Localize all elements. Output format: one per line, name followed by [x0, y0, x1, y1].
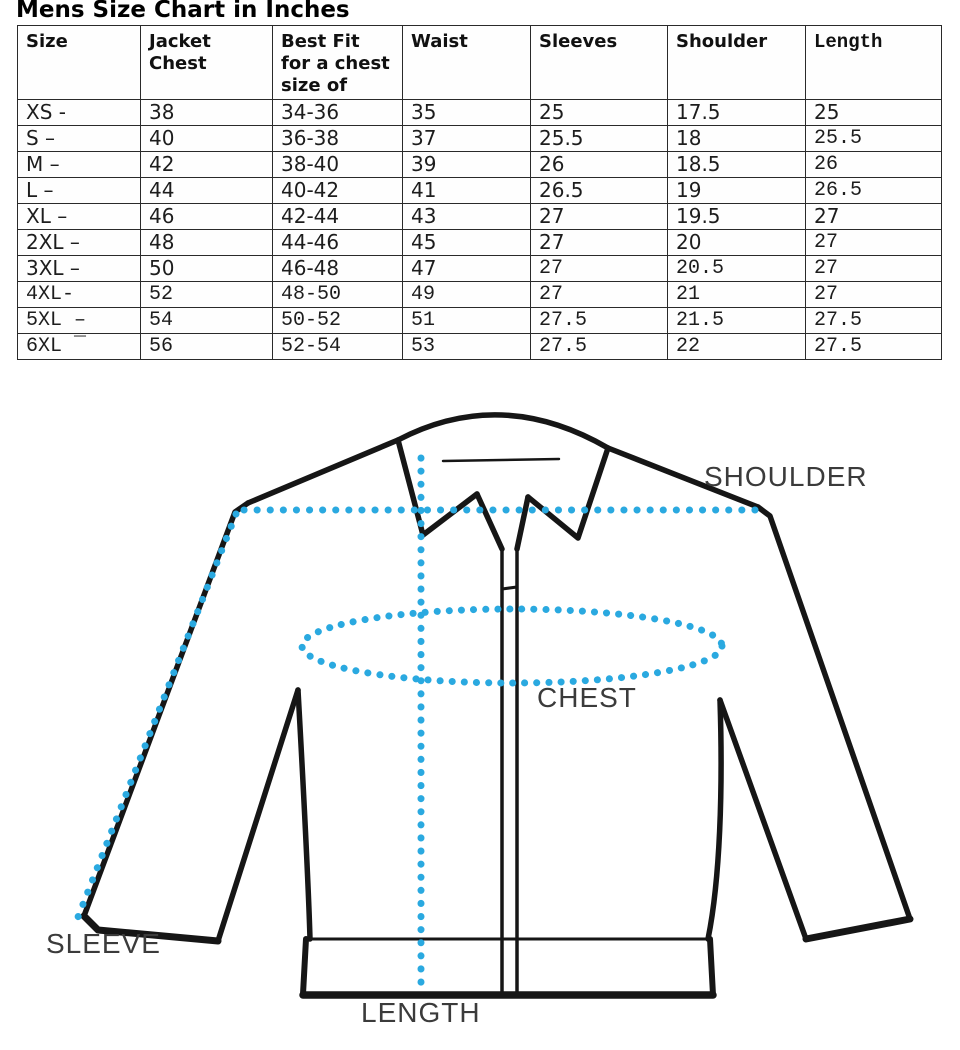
table-cell: 37	[403, 126, 531, 152]
table-cell: 20.5	[668, 256, 806, 282]
table-cell: 18	[668, 126, 806, 152]
table-cell: 50-52	[273, 308, 403, 334]
table-cell: 42	[141, 152, 273, 178]
table-cell: 20	[668, 230, 806, 256]
size-table-body	[18, 100, 942, 360]
waistband-right	[710, 939, 713, 995]
header-row	[18, 26, 942, 100]
table-row	[18, 178, 942, 204]
header-cell: Length	[806, 26, 942, 100]
header-cell: Waist	[403, 26, 531, 100]
chest-dotted-ellipse	[302, 609, 722, 683]
table-row	[18, 152, 942, 178]
table-cell: XS -	[18, 100, 141, 126]
left-body-edge	[298, 690, 310, 939]
table-cell: 21	[668, 282, 806, 308]
table-cell: 27.5	[531, 308, 668, 334]
table-cell: 41	[403, 178, 531, 204]
table-cell: 19.5	[668, 204, 806, 230]
table-cell: 47	[403, 256, 531, 282]
left-sleeve-outer	[84, 503, 248, 916]
left-sleeve-inner	[218, 690, 298, 941]
size-table	[17, 25, 942, 360]
table-cell: S –	[18, 126, 141, 152]
table-cell: 3XL –	[18, 256, 141, 282]
collar-seam	[443, 459, 559, 461]
table-row	[18, 256, 942, 282]
table-cell: M –	[18, 152, 141, 178]
table-cell: 27	[531, 282, 668, 308]
page-title: Mens Size Chart in Inches	[16, 0, 350, 23]
table-cell: 48	[141, 230, 273, 256]
zipper-notch	[502, 587, 517, 589]
table-cell: 27	[806, 204, 942, 230]
jacket-outline	[84, 415, 910, 995]
left-shoulder-line	[248, 440, 398, 503]
table-cell: 5XL –	[18, 308, 141, 334]
measurement-dotted-lines	[78, 458, 763, 984]
table-cell: 27	[531, 230, 668, 256]
table-cell: L –	[18, 178, 141, 204]
table-cell: 27.5	[806, 308, 942, 334]
right-sleeve-inner	[720, 700, 806, 939]
table-cell: 44-46	[273, 230, 403, 256]
table-cell: 21.5	[668, 308, 806, 334]
collar-left-flap	[398, 440, 477, 535]
chest-label: CHEST	[537, 682, 637, 713]
table-cell: 45	[403, 230, 531, 256]
sleeve-label: SLEEVE	[46, 928, 161, 959]
header-cell: Sleeves	[531, 26, 668, 100]
shoulder-label: SHOULDER	[704, 461, 868, 492]
table-cell: 40	[141, 126, 273, 152]
table-cell: 54	[141, 308, 273, 334]
header-cell: Size	[18, 26, 141, 100]
table-cell: XL –	[18, 204, 141, 230]
length-label: LENGTH	[361, 997, 481, 1028]
table-cell: 38	[141, 100, 273, 126]
table-cell: 56	[141, 334, 273, 360]
header-cell: Jacket Chest	[141, 26, 273, 100]
collar-right-flap	[528, 448, 608, 538]
right-body-edge	[708, 700, 721, 939]
table-row	[18, 204, 942, 230]
table-cell: 27	[806, 282, 942, 308]
table-cell: 40-42	[273, 178, 403, 204]
table-cell: 44	[141, 178, 273, 204]
table-cell: 27	[806, 230, 942, 256]
table-cell: 46	[141, 204, 273, 230]
header-cell: Shoulder	[668, 26, 806, 100]
table-cell: 52	[141, 282, 273, 308]
right-cuff	[806, 919, 910, 939]
table-cell: 50	[141, 256, 273, 282]
table-cell: 48-50	[273, 282, 403, 308]
table-cell: 26.5	[531, 178, 668, 204]
right-sleeve-outer	[758, 507, 910, 919]
table-cell: 43	[403, 204, 531, 230]
table-cell: 38-40	[273, 152, 403, 178]
table-cell: 4XL-	[18, 282, 141, 308]
table-row	[18, 230, 942, 256]
table-cell: 35	[403, 100, 531, 126]
collar-top	[398, 415, 608, 448]
table-row	[18, 282, 942, 308]
table-cell: 19	[668, 178, 806, 204]
table-cell: 36-38	[273, 126, 403, 152]
table-cell: 25	[531, 100, 668, 126]
table-cell: 22	[668, 334, 806, 360]
table-cell: 25	[806, 100, 942, 126]
table-cell: 25.5	[806, 126, 942, 152]
table-cell: 42-44	[273, 204, 403, 230]
table-cell: 26	[531, 152, 668, 178]
table-cell: 27	[531, 256, 668, 282]
neck-v-right	[517, 497, 528, 549]
table-cell: 27	[806, 256, 942, 282]
table-row	[18, 126, 942, 152]
table-cell: 39	[403, 152, 531, 178]
table-cell: 18.5	[668, 152, 806, 178]
table-row	[18, 334, 942, 360]
header-cell: Best Fit for a chest size of	[273, 26, 403, 100]
table-cell: 6XL ‾	[18, 334, 141, 360]
table-row	[18, 308, 942, 334]
neck-v-left	[477, 494, 502, 549]
table-cell: 17.5	[668, 100, 806, 126]
table-cell: 25.5	[531, 126, 668, 152]
table-cell: 26	[806, 152, 942, 178]
table-cell: 53	[403, 334, 531, 360]
waistband-left	[303, 939, 306, 994]
table-cell: 49	[403, 282, 531, 308]
table-cell: 52-54	[273, 334, 403, 360]
table-cell: 2XL –	[18, 230, 141, 256]
table-cell: 26.5	[806, 178, 942, 204]
table-cell: 46-48	[273, 256, 403, 282]
table-cell: 27.5	[806, 334, 942, 360]
table-cell: 27	[531, 204, 668, 230]
table-cell: 27.5	[531, 334, 668, 360]
table-cell: 51	[403, 308, 531, 334]
table-cell: 34-36	[273, 100, 403, 126]
table-row	[18, 100, 942, 126]
